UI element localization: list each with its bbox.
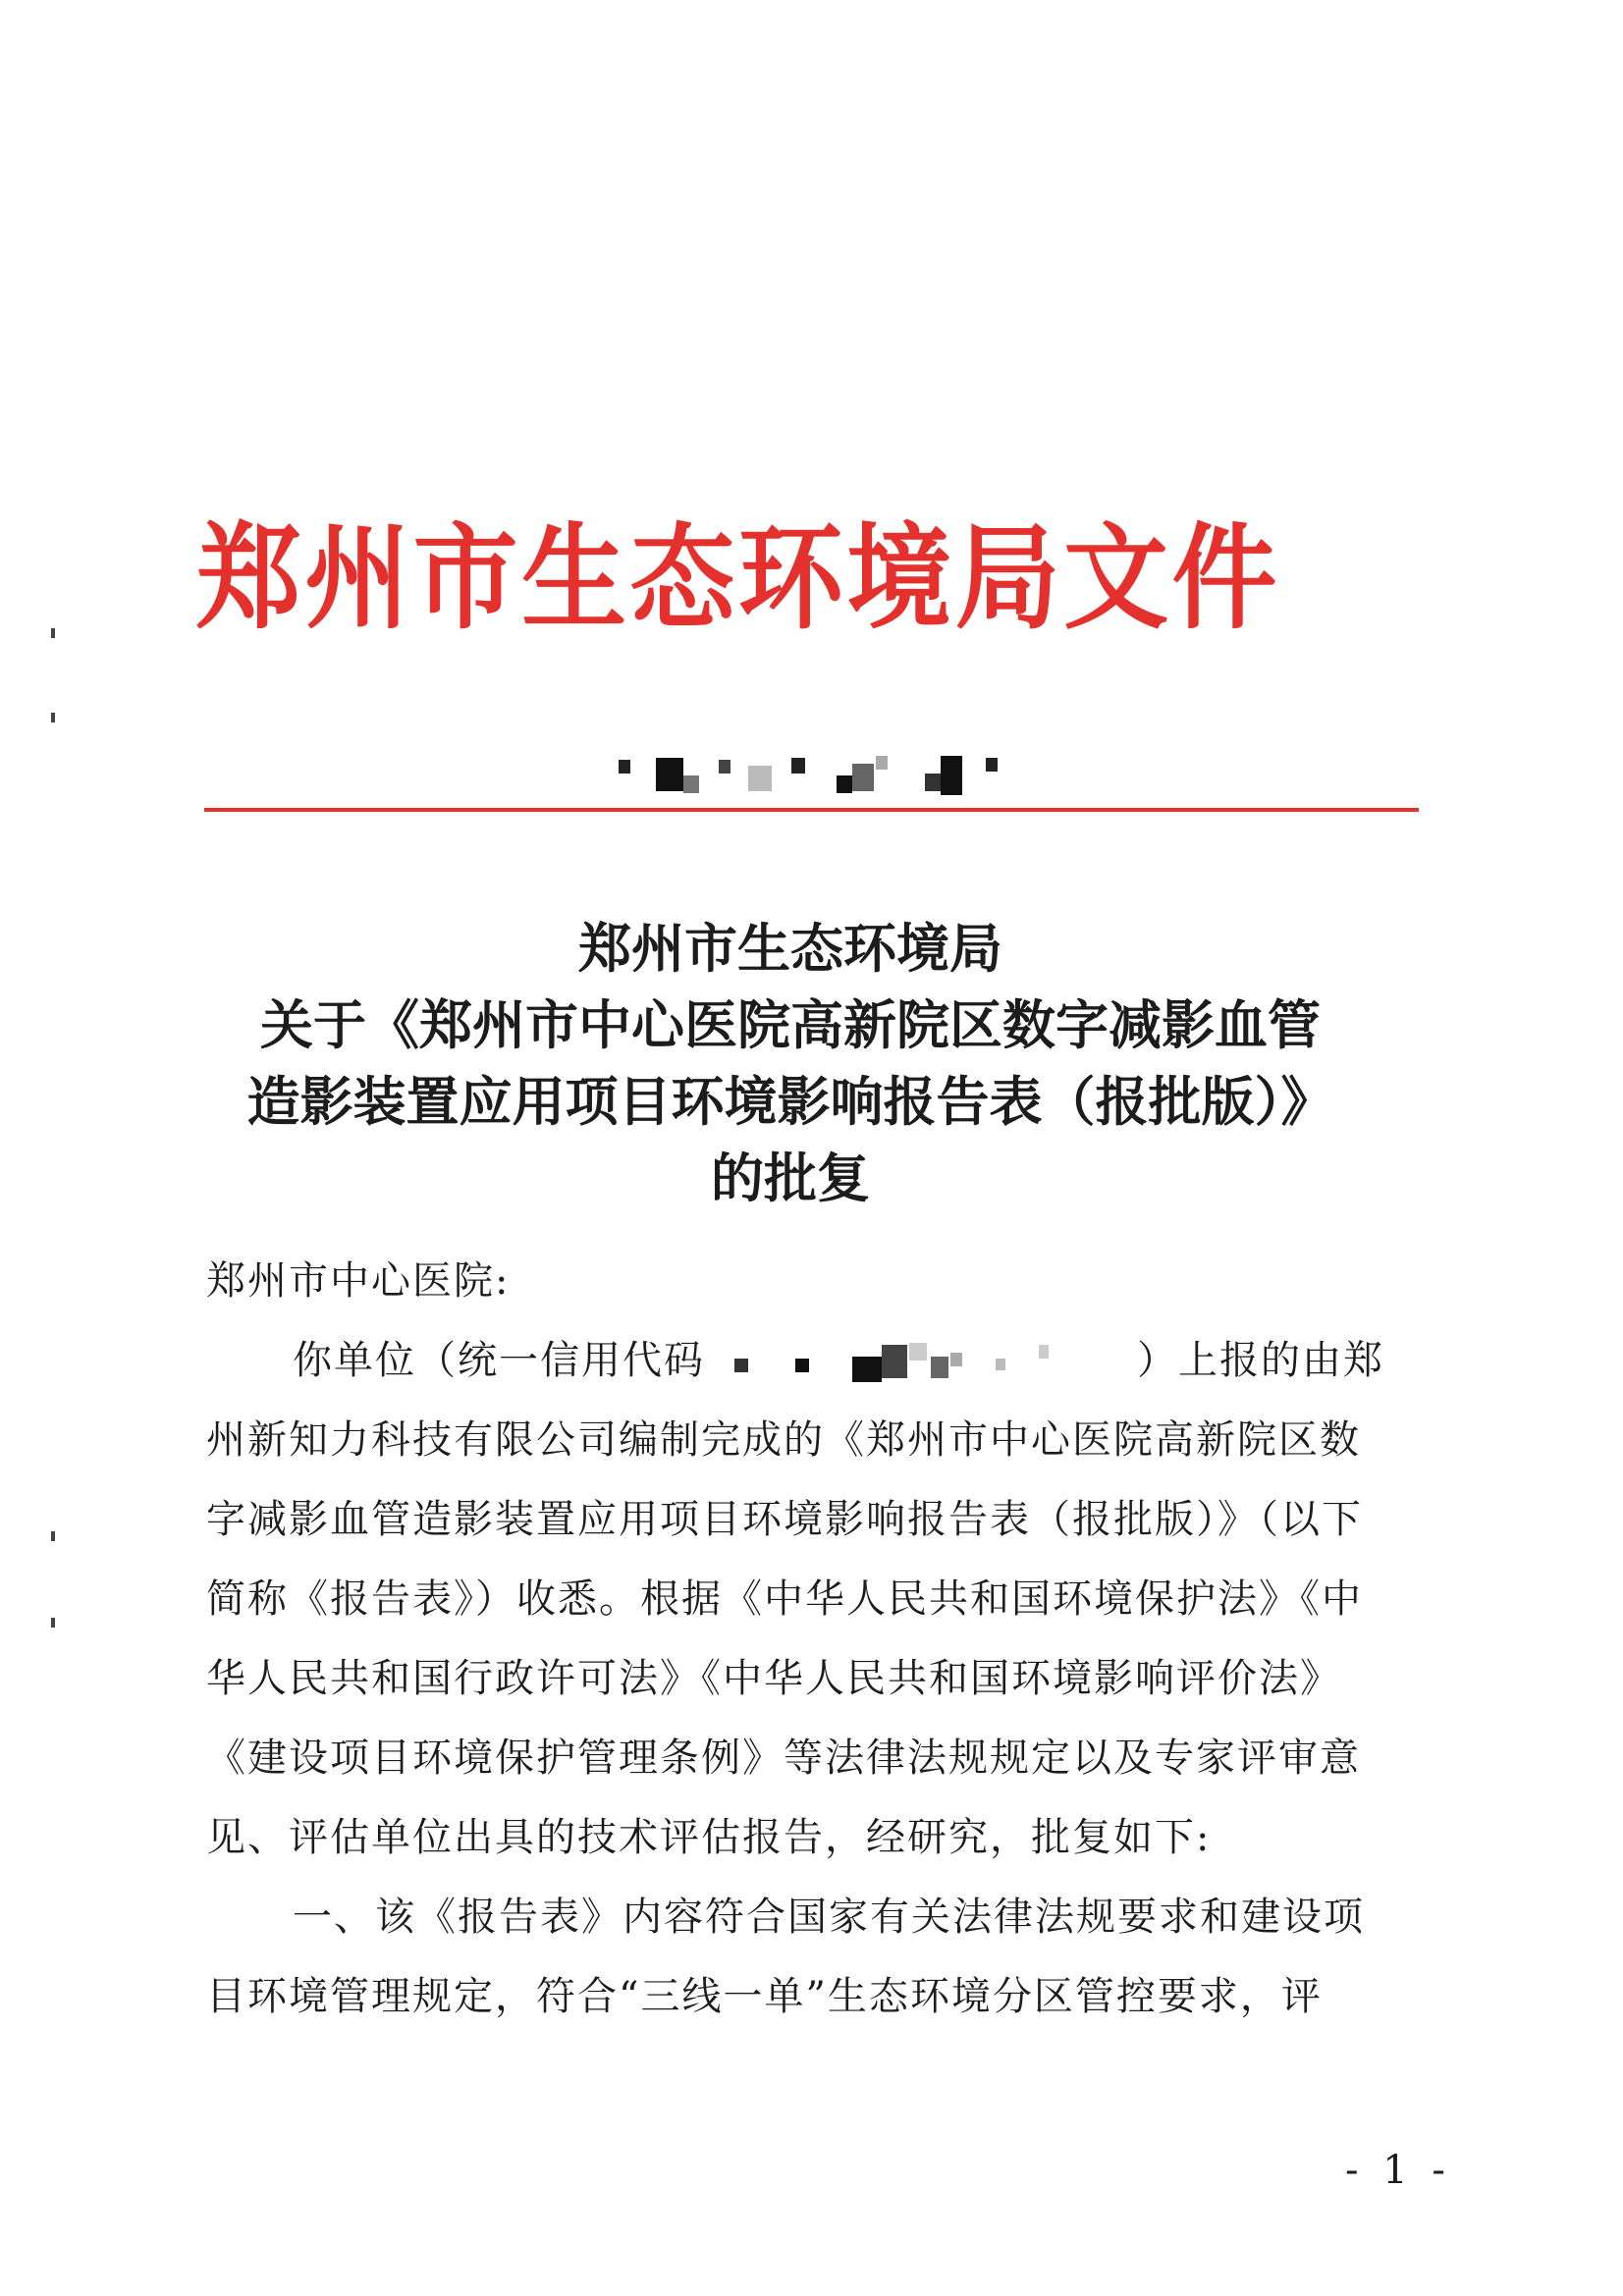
page-number: - 1 - bbox=[1345, 2148, 1451, 2193]
body-line: 见、评估单位出具的技术评估报告，经研究，批复如下: bbox=[206, 1815, 1212, 1860]
document-title bbox=[137, 911, 1443, 1217]
recipient-line: 郑州市中心医院: bbox=[206, 1258, 511, 1304]
body-text-segment: ）上报的由郑 bbox=[1137, 1338, 1384, 1383]
document-number-redacted bbox=[609, 746, 1011, 801]
document-body bbox=[206, 1242, 1429, 2037]
title-line: 郑州市生态环境局 bbox=[578, 918, 1002, 980]
scan-mark bbox=[51, 713, 55, 722]
body-line: 字减影血管造影装置应用项目环境影响报告表（报批版）》（以下 bbox=[206, 1497, 1363, 1542]
body-line: 简称《报告表》）收悉。根据《中华人民共和国环境保护法》《中 bbox=[206, 1576, 1363, 1622]
body-line: 一、该《报告表》内容符合国家有关法律法规要求和建设项 bbox=[293, 1895, 1365, 1940]
title-line: 关于《郑州市中心医院高新院区数字减影血管 bbox=[260, 994, 1321, 1056]
title-line: 的批复 bbox=[711, 1148, 870, 1209]
credit-code-redacted bbox=[705, 1339, 1137, 1388]
body-line: 华人民共和国行政许可法》《中华人民共和国环境影响评价法》 bbox=[206, 1656, 1341, 1701]
body-line: 目环境管理规定，符合“三线一单”生态环境分区管控要求，评 bbox=[206, 1974, 1323, 2019]
scan-mark bbox=[51, 1531, 55, 1541]
title-line: 造影装置应用项目环境影响报告表（报批版）》 bbox=[246, 1071, 1334, 1133]
body-line bbox=[206, 1321, 1429, 1401]
scan-mark bbox=[51, 628, 55, 638]
letterhead-title: 郑州市生态环境局文件 bbox=[196, 512, 1280, 645]
body-text-segment: 你单位（统一信用代码 bbox=[293, 1338, 705, 1383]
body-line: 州新知力科技有限公司编制完成的《郑州市中心医院高新院区数 bbox=[206, 1417, 1361, 1463]
body-line: 《建设项目环境保护管理条例》等法律法规规定以及专家评审意 bbox=[206, 1735, 1361, 1781]
scan-mark bbox=[51, 1618, 55, 1628]
red-divider-rule bbox=[204, 808, 1419, 812]
